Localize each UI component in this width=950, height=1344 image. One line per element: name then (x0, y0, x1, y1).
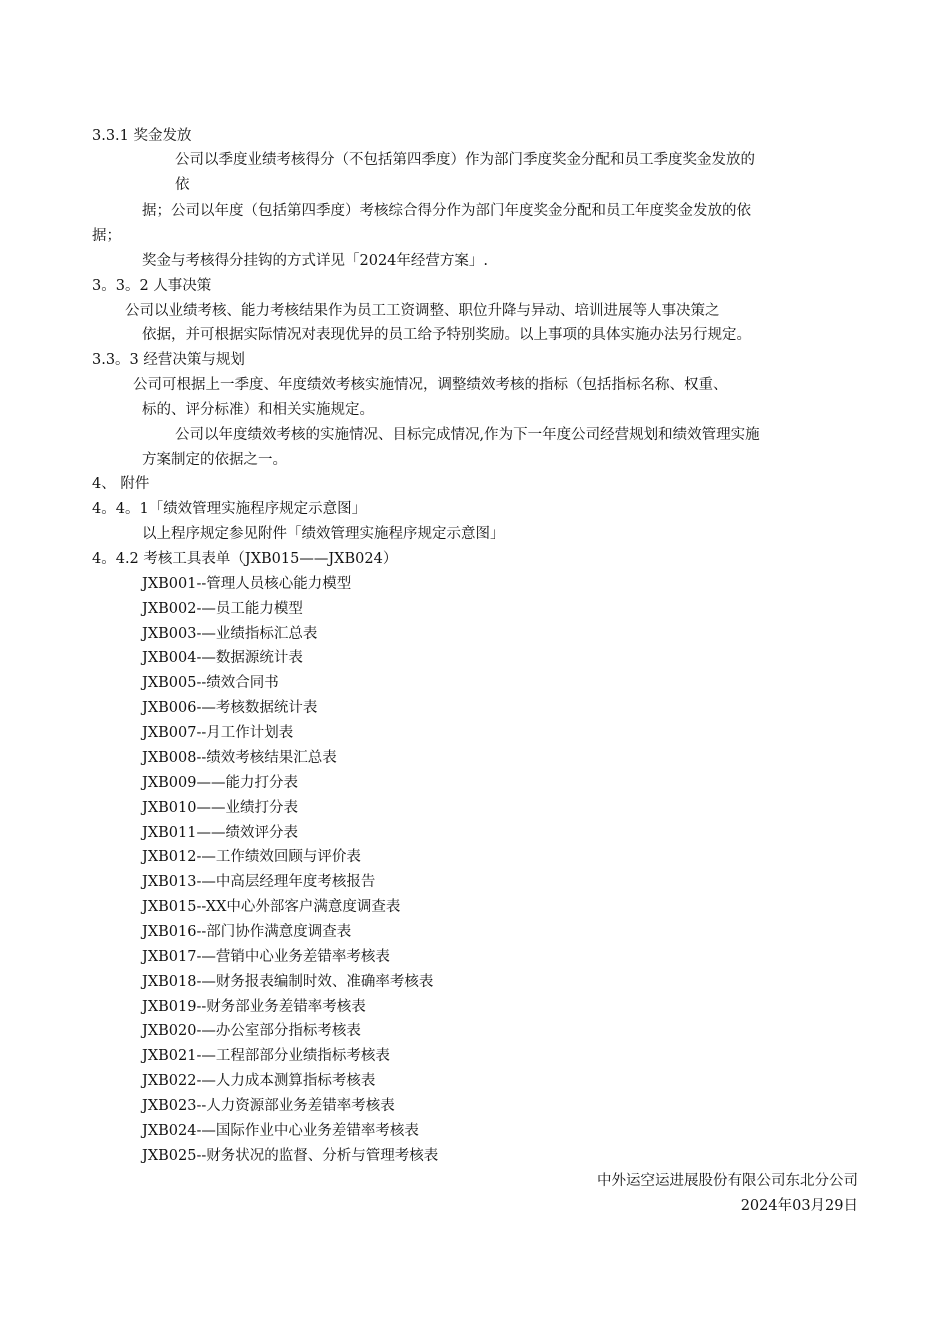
form-list-item: JXB002-—员工能力模型 (142, 601, 303, 617)
form-list-item: JXB012-—工作绩效回顾与评价表 (142, 849, 361, 865)
paragraph-line: 奖金与考核得分挂钩的方式详见「2024年经营方案」. (142, 253, 489, 269)
form-list-item: JXB017-—营销中心业务差错率考核表 (142, 949, 390, 965)
paragraph-line: 依 (175, 177, 190, 193)
form-list-item: JXB022-—人力成本测算指标考核表 (142, 1073, 376, 1089)
form-list-item: JXB007--月工作计划表 (142, 725, 294, 741)
heading-3-3-2: 3。3。2 人事决策 (92, 278, 212, 294)
form-list-item: JXB010——业绩打分表 (142, 800, 298, 816)
heading-3-3-1: 3.3.1 奖金发放 (92, 128, 192, 144)
signature-date: 2024年03月29日 (740, 1198, 858, 1214)
paragraph-line: 公司可根据上一季度、年度绩效考核实施情况，调整绩效考核的指标（包括指标名称、权重、 (133, 377, 728, 393)
paragraph-line: 公司以业绩考核、能力考核结果作为员工工资调整、职位升降与异动、培训进展等人事决策之 (125, 303, 720, 319)
paragraph-line: 方案制定的依据之一。 (142, 452, 287, 468)
form-list-item: JXB001--管理人员核心能力模型 (142, 576, 352, 592)
form-list-item: JXB004-—数据源统计表 (142, 650, 303, 666)
paragraph-line: 据；公司以年度（包括第四季度）考核综合得分作为部门年度奖金分配和员工年度奖金发放的依 (142, 203, 751, 219)
form-list-item: JXB021-—工程部部分业绩指标考核表 (142, 1048, 390, 1064)
form-list-item: JXB016--部门协作满意度调查表 (142, 924, 352, 940)
signature-company: 中外运空运进展股份有限公司东北分公司 (597, 1173, 858, 1189)
paragraph-line: 公司以季度业绩考核得分（不包括第四季度）作为部门季度奖金分配和员工季度奖金发放的 (175, 152, 755, 168)
form-list-item: JXB003-—业绩指标汇总表 (142, 626, 318, 642)
form-list-item: JXB008--绩效考核结果汇总表 (142, 750, 337, 766)
heading-4-4-2: 4。4.2 考核工具表单（JXB015——JXB024） (92, 551, 398, 567)
form-list-item: JXB015--XX中心外部客户满意度调查表 (142, 899, 401, 915)
form-list-item: JXB019--财务部业务差错率考核表 (142, 999, 366, 1015)
form-list-item: JXB018-—财务报表编制时效、准确率考核表 (142, 974, 434, 990)
form-list-item: JXB025--财务状况的监督、分析与管理考核表 (142, 1148, 439, 1164)
paragraph-line: 据； (92, 228, 121, 244)
form-list-item: JXB006-—考核数据统计表 (142, 700, 318, 716)
form-list-item: JXB011——绩效评分表 (142, 825, 298, 841)
form-list-item: JXB005--绩效合同书 (142, 675, 279, 691)
form-list-item: JXB024-—国际作业中心业务差错率考核表 (142, 1123, 419, 1139)
heading-4: 4、 附件 (92, 476, 150, 492)
paragraph-line: 以上程序规定参见附件「绩效管理实施程序规定示意图」 (142, 526, 505, 542)
form-list-item: JXB013-—中高层经理年度考核报告 (142, 874, 376, 890)
form-list-item: JXB020-—办公室部分指标考核表 (142, 1023, 361, 1039)
paragraph-line: 依据，并可根据实际情况对表现优异的员工给予特别奖励。以上事项的具体实施办法另行规定。 (142, 327, 751, 343)
paragraph-line: 标的、评分标准）和相关实施规定。 (142, 402, 374, 418)
heading-3-3-3: 3.3。3 经营决策与规划 (92, 352, 245, 368)
form-list-item: JXB023--人力资源部业务差错率考核表 (142, 1098, 395, 1114)
heading-4-4-1: 4。4。1「绩效管理实施程序规定示意图」 (92, 501, 367, 517)
paragraph-line: 公司以年度绩效考核的实施情况、目标完成情况,作为下一年度公司经营规划和绩效管理实施 (175, 427, 760, 443)
form-list-item: JXB009——能力打分表 (142, 775, 298, 791)
